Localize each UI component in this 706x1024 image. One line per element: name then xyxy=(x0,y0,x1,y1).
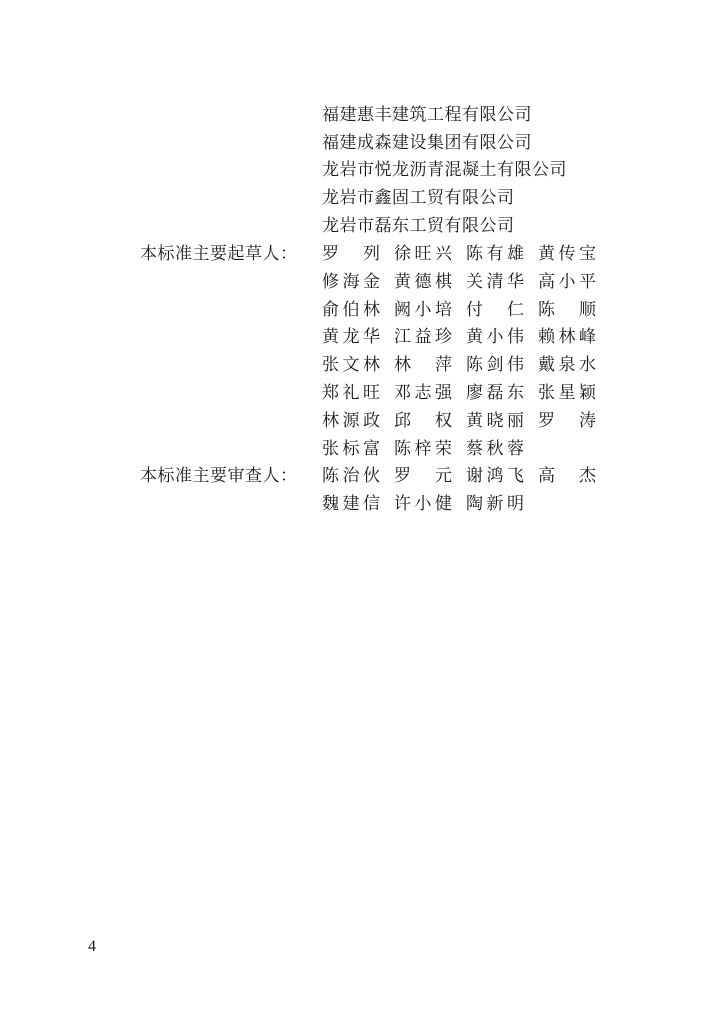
name-row xyxy=(322,380,612,406)
name-row xyxy=(322,491,612,517)
name-row xyxy=(322,269,612,295)
reviewers-label: 本标准主要审查人： xyxy=(140,466,298,486)
person-name: 高 小 平 xyxy=(538,271,596,292)
person-name: 陈 顺 xyxy=(538,299,596,320)
person-name: 关 清 华 xyxy=(466,271,524,292)
organization-line: 龙岩市悦龙沥青混凝土有限公司 xyxy=(322,160,567,180)
person-name: 魏 建 信 xyxy=(322,493,380,514)
person-name: 林 萍 xyxy=(394,355,452,376)
person-name: 高 杰 xyxy=(538,466,596,486)
person-name: 修 海 金 xyxy=(322,271,380,292)
drafters-label: 本标准主要起草人： xyxy=(140,244,298,264)
person-name: 江 益 珍 xyxy=(394,327,452,348)
person-name: 邓 志 强 xyxy=(394,383,452,403)
person-name: 邱 权 xyxy=(394,410,452,431)
name-row xyxy=(322,436,612,462)
organization-line: 龙岩市鑫固工贸有限公司 xyxy=(322,188,515,208)
person-name: 罗 元 xyxy=(394,466,452,486)
person-name: 黄 晓 丽 xyxy=(466,410,524,431)
person-name: 张 文 林 xyxy=(322,355,380,376)
person-name: 赖 林 峰 xyxy=(538,327,596,348)
person-name: 郑 礼 旺 xyxy=(322,383,380,403)
organization-line: 龙岩市磊东工贸有限公司 xyxy=(322,216,515,236)
name-row xyxy=(322,297,612,323)
name-row xyxy=(322,352,612,378)
person-name: 俞 伯 林 xyxy=(322,299,380,320)
person-name: 黄 德 棋 xyxy=(394,271,452,292)
organization-line: 福建成森建设集团有限公司 xyxy=(322,133,532,153)
organization-line: 福建惠丰建筑工程有限公司 xyxy=(322,105,532,125)
page-number: 4 xyxy=(88,938,96,955)
person-name: 戴 泉 水 xyxy=(538,355,596,376)
person-name: 张 标 富 xyxy=(322,438,380,459)
person-name: 陈 治 伙 xyxy=(322,466,380,486)
name-row xyxy=(322,324,612,350)
person-name: 张 星 颖 xyxy=(538,383,596,403)
person-name: 黄 龙 华 xyxy=(322,327,380,348)
name-row xyxy=(322,463,612,489)
person-name: 阙 小 培 xyxy=(394,299,452,320)
person-name: 许 小 健 xyxy=(394,493,452,514)
person-name: 罗 涛 xyxy=(538,410,596,431)
person-name: 谢 鸿 飞 xyxy=(466,466,524,486)
person-name: 廖 磊 东 xyxy=(466,383,524,403)
person-name: 陈 剑 伟 xyxy=(466,355,524,376)
person-name: 蔡 秋 蓉 xyxy=(466,438,524,459)
person-name: 林 源 政 xyxy=(322,410,380,431)
person-name: 黄 传 宝 xyxy=(538,244,596,264)
name-row xyxy=(322,408,612,434)
person-name: 黄 小 伟 xyxy=(466,327,524,348)
person-name: 陈 梓 荣 xyxy=(394,438,452,459)
person-name: 陈 有 雄 xyxy=(466,244,524,264)
name-row xyxy=(322,241,612,267)
person-name: 徐 旺 兴 xyxy=(394,244,452,264)
person-name: 罗 列 xyxy=(322,244,380,264)
person-name: 付 仁 xyxy=(466,299,524,320)
person-name: 陶 新 明 xyxy=(466,493,524,514)
